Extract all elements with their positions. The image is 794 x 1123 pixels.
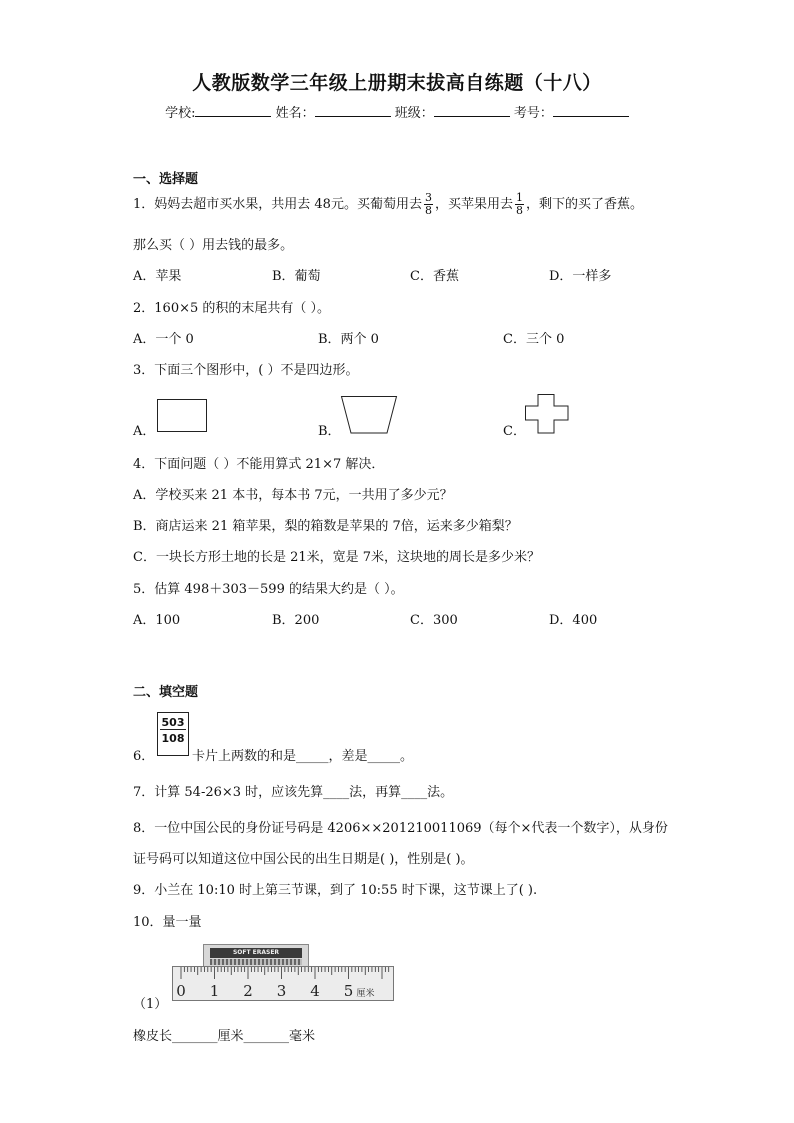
q4-option-b[interactable]: B．商店运来 21 箱苹果，梨的箱数是苹果的 7倍，运来多少箱梨？ [133,519,518,534]
q4-option-a[interactable]: A．学校买来 21 本书，每本书 7元，一共用了多少元？ [133,488,453,503]
question-8-line2: 证号码可以知道这位中国公民的出生日期是( )，性别是( )。 [133,852,474,867]
q3-option-a[interactable]: A． [133,424,156,439]
rectangle-shape [157,399,207,433]
school-label: 学校: [165,106,196,121]
class-label: 班级： [394,106,434,121]
q1-text-part2: ，买苹果用去 [434,197,513,212]
id-blank[interactable] [553,104,629,117]
q5-option-c[interactable]: C．300 [410,613,458,628]
q2-option-b[interactable]: B．两个 0 [318,332,379,347]
class-blank[interactable] [434,104,510,117]
ruler-number: 0 [176,982,186,1000]
question-10: 10．量一量 [133,915,202,930]
question-6-number: 6． [133,749,155,764]
ruler-unit: 厘米 [356,989,375,999]
q2-option-a[interactable]: A．一个 0 [133,332,194,347]
q3-option-b[interactable]: B． [318,424,341,439]
q1-option-a[interactable]: A．苹果 [133,269,182,284]
question-1-line1 [133,192,643,217]
q10-sub-label: （1） [133,997,168,1012]
name-blank[interactable] [315,104,391,117]
q1-option-b[interactable]: B．葡萄 [272,269,321,284]
name-label: 姓名： [275,106,315,121]
q3-option-c[interactable]: C． [503,424,526,439]
q10-answer: 橡皮长_______厘米_______毫米 [133,1029,316,1044]
fraction-one-eighth: $\frac{1}{8}$ [515,191,523,217]
question-4: 4．下面问题（ ）不能用算式 21×7 解决． [133,457,385,472]
fraction-three-eighths: $\frac{3}{8}$ [424,191,432,217]
q2-option-c[interactable]: C．三个 0 [503,332,565,347]
q1-option-c[interactable]: C．香蕉 [410,269,459,284]
page-title: 人教版数学三年级上册期末拔高自练题（十八） [192,72,602,94]
ruler-number: 1 [209,982,220,1000]
q5-option-a[interactable]: A．100 [133,613,181,628]
eraser-label: SOFT ERASER [210,948,302,958]
question-5: 5．估算 498＋303－599 的结果大约是（ ）。 [133,582,404,597]
card-bottom-number: 108 [161,732,185,745]
question-3: 3．下面三个图形中，( ）不是四边形。 [133,363,359,378]
ruler-image [172,966,394,1001]
ruler-number: 3 [276,982,287,1000]
q1-text-part1: 1．妈妈去超市买水果，共用去 48元。买葡萄用去 [133,197,422,212]
trapezoid-shape [341,396,397,434]
question-7: 7．计算 54-26×3 时，应该先算____法，再算____法。 [133,785,454,800]
section-heading-choice: 一、选择题 [133,172,199,187]
q1-option-d[interactable]: D．一样多 [549,269,612,284]
card-top-number: 503 [161,716,185,729]
q1-text-part3: ，剩下的买了香蕉。 [525,197,643,212]
question-9: 9．小兰在 10:10 时上第三节课，到了 10:55 时下课，这节课上了( ). [133,883,538,898]
question-6: 卡片上两数的和是_____，差是_____。 [192,749,414,764]
cross-shape [525,394,569,434]
id-label: 考号： [513,106,553,121]
question-1-line2: 那么买（ ）用去钱的最多。 [133,238,294,253]
ruler-number: 2 [243,982,253,1000]
ruler-ticks [173,967,393,1000]
question-8-line1: 8．一位中国公民的身份证号码是 4206××201210011069（每个×代表一个数字），从身份 [133,821,668,836]
eraser-pattern [210,959,302,965]
ruler-number: 5 [343,982,354,1000]
student-info-line [0,102,794,121]
question-2: 2．160×5 的积的末尾共有（ ）。 [133,301,331,316]
section-heading-fill: 二、填空题 [133,685,199,700]
ruler-number: 4 [310,982,320,1000]
q5-option-d[interactable]: D．400 [549,613,598,628]
school-blank[interactable] [195,104,271,117]
number-card [157,712,189,756]
q5-option-b[interactable]: B．200 [272,613,320,628]
q4-option-c[interactable]: C．一块长方形土地的长是 21米，宽是 7米，这块地的周长是多少米？ [133,550,541,565]
